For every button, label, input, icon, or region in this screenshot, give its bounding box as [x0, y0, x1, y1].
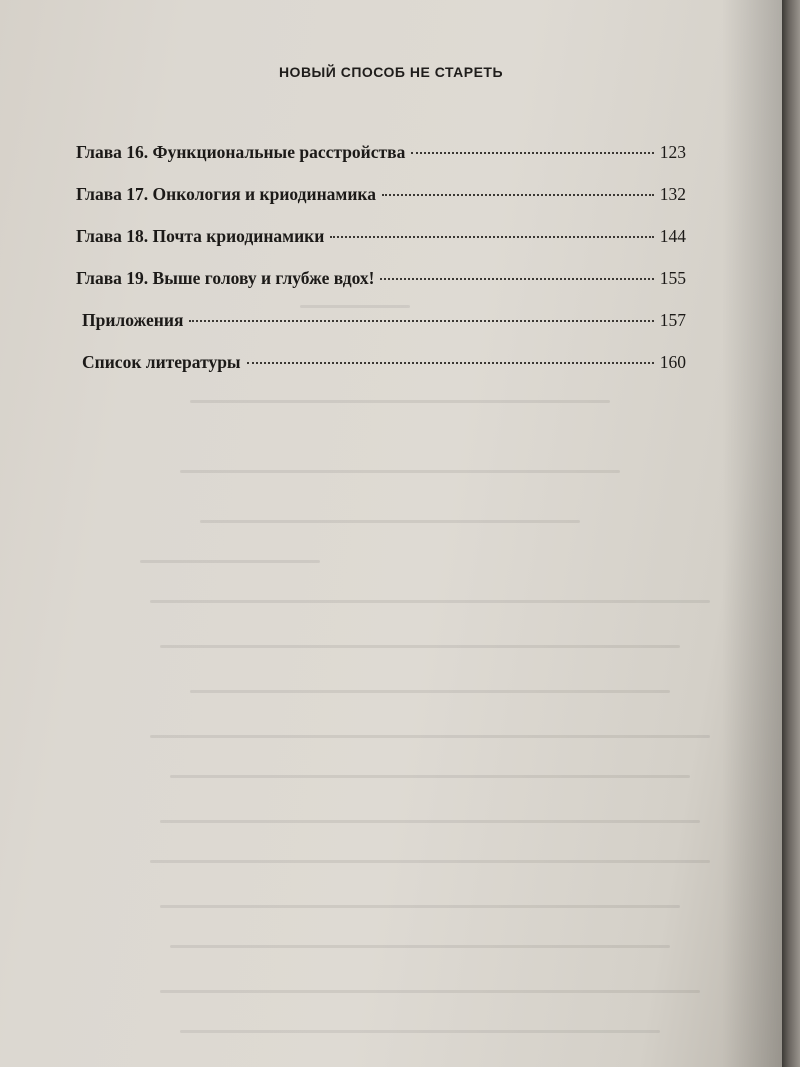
toc-entry	[76, 310, 686, 352]
toc-entry-page: 160	[659, 352, 686, 372]
toc-entry-title: Список литературы	[82, 352, 241, 372]
toc-entry-page: 157	[659, 310, 686, 330]
table-of-contents	[76, 142, 686, 394]
toc-entry	[76, 142, 686, 184]
dot-leader	[247, 362, 654, 364]
toc-entry-page: 132	[659, 184, 686, 204]
dot-leader	[380, 278, 653, 280]
dot-leader	[330, 236, 653, 238]
running-head: НОВЫЙ СПОСОБ НЕ СТАРЕТЬ	[278, 64, 504, 80]
toc-entry	[76, 268, 686, 310]
dot-leader	[411, 152, 653, 154]
toc-entry-page: 123	[659, 142, 686, 162]
page-shadow	[722, 0, 782, 1067]
toc-entry-title: Глава 17. Онкология и криодинамика	[76, 184, 377, 204]
dot-leader	[382, 194, 654, 196]
toc-entry-title: Глава 16. Функциональные расстройства	[76, 142, 406, 162]
toc-entry	[76, 352, 686, 394]
toc-entry-page: 155	[659, 268, 686, 288]
book-edge	[782, 0, 800, 1067]
toc-entry	[76, 184, 686, 226]
toc-entry-title: Приложения	[82, 310, 184, 330]
toc-entry-title: Глава 18. Почта криодинамики	[76, 226, 325, 246]
toc-entry-title: Глава 19. Выше голову и глубже вдох!	[76, 268, 375, 288]
toc-entry	[76, 226, 686, 268]
toc-entry-page: 144	[659, 226, 686, 246]
dot-leader	[189, 320, 653, 322]
